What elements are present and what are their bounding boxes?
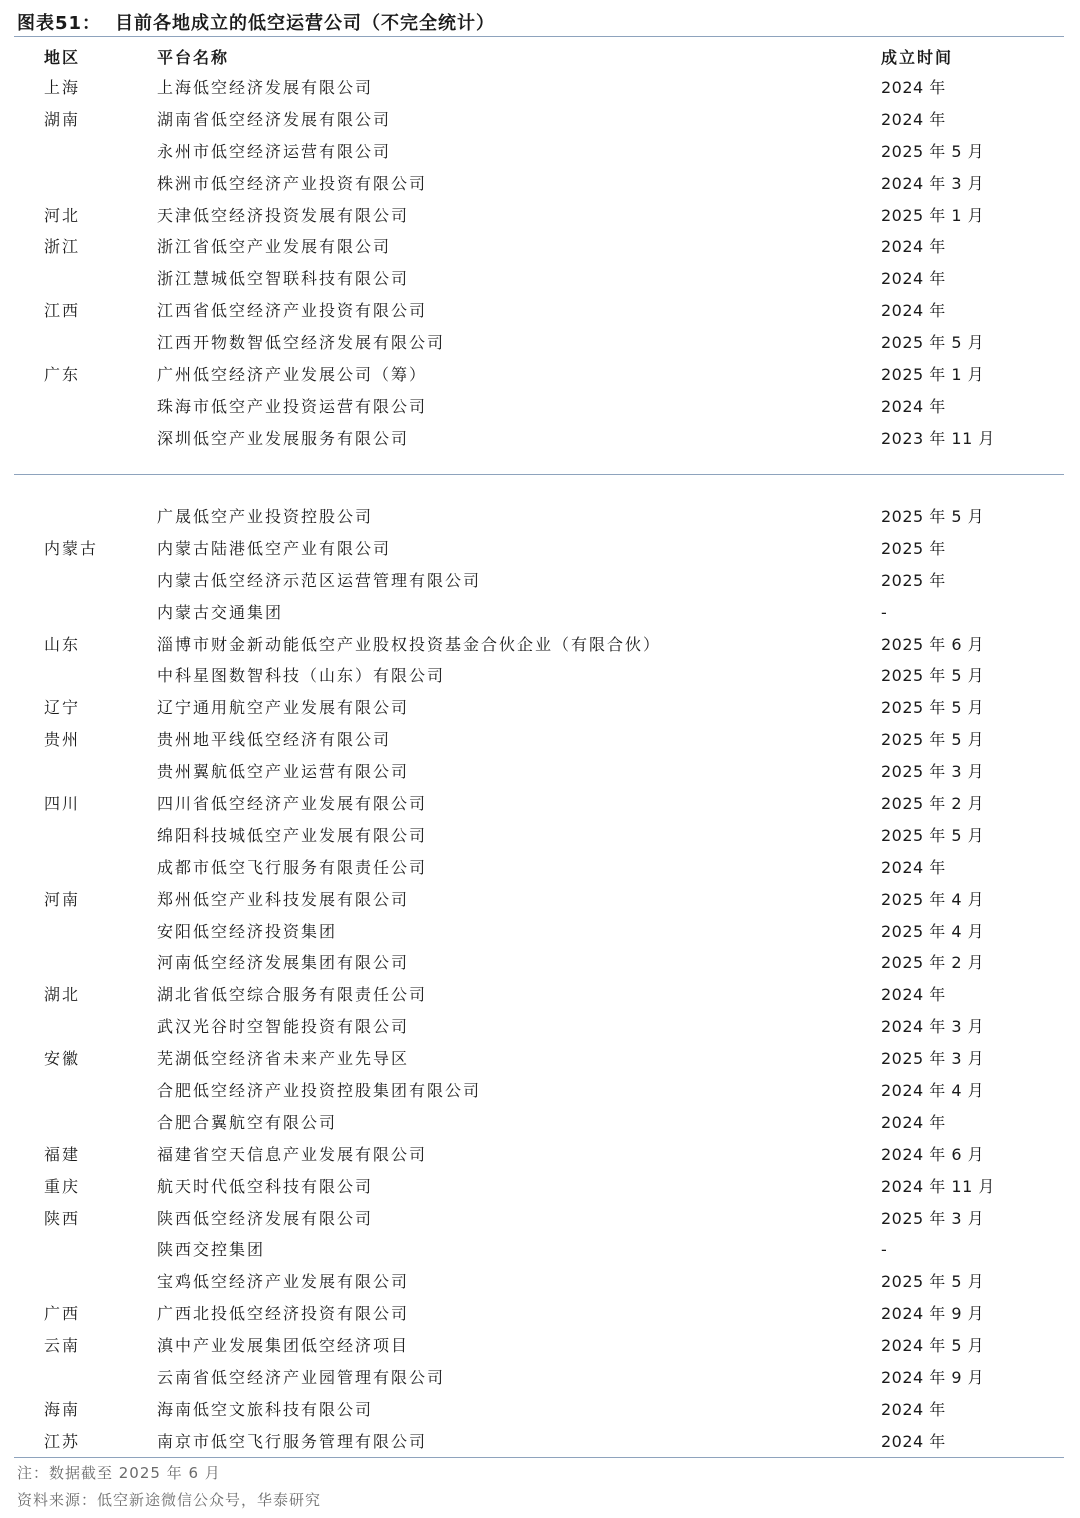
figure-title-text: 目前各地成立的低空运营公司（不完全统计）	[115, 13, 496, 34]
row-established-date: 2025 年 4 月	[881, 889, 985, 909]
row-established-date: 2025 年	[881, 570, 946, 590]
row-established-date: 2024 年	[881, 269, 946, 289]
row-established-date: 2025 年 5 月	[881, 141, 985, 161]
table-row	[0, 327, 1080, 359]
row-company-name: 宝鸡低空经济产业发展有限公司	[157, 1272, 410, 1292]
table-row	[0, 979, 1080, 1011]
table-row	[0, 692, 1080, 724]
table-row	[0, 295, 1080, 327]
row-company-name: 航天时代低空科技有限公司	[157, 1176, 374, 1196]
row-established-date: -	[881, 1240, 888, 1260]
table-row	[0, 724, 1080, 756]
row-established-date: 2024 年	[881, 396, 946, 416]
row-established-date: 2025 年	[881, 538, 946, 558]
table-row	[0, 1075, 1080, 1107]
row-region: 上海	[44, 78, 81, 97]
row-region: 江苏	[44, 1431, 81, 1451]
table-row	[0, 916, 1080, 948]
table-row	[0, 1203, 1080, 1235]
row-company-name: 广西北投低空经济投资有限公司	[157, 1304, 410, 1324]
table-row	[0, 423, 1080, 455]
row-established-date: 2025 年 4 月	[881, 921, 985, 941]
row-established-date: 2025 年 5 月	[881, 825, 985, 845]
table-row	[0, 1298, 1080, 1330]
row-company-name: 内蒙古陆港低空产业有限公司	[157, 538, 392, 558]
row-established-date: 2024 年	[881, 78, 946, 97]
row-company-name: 合肥合翼航空有限公司	[157, 1112, 338, 1132]
row-company-name: 海南低空文旅科技有限公司	[157, 1399, 374, 1419]
row-established-date: 2024 年	[881, 1431, 946, 1451]
row-established-date: 2025 年 1 月	[881, 365, 985, 385]
row-region: 陕西	[44, 1208, 81, 1228]
row-region: 浙江	[44, 237, 81, 257]
row-established-date: 2025 年 5 月	[881, 666, 985, 686]
row-company-name: 永州市低空经济运营有限公司	[157, 141, 392, 161]
table-row	[0, 1266, 1080, 1298]
row-company-name: 陕西交控集团	[157, 1240, 266, 1260]
row-established-date: 2024 年 9 月	[881, 1368, 985, 1388]
table-row	[0, 263, 1080, 295]
row-company-name: 珠海市低空产业投资运营有限公司	[157, 396, 428, 416]
table-row	[0, 231, 1080, 263]
footnote-source: 资料来源：低空新途微信公众号，华泰研究	[17, 1491, 322, 1509]
row-region: 内蒙古	[44, 538, 99, 558]
table-row	[0, 1043, 1080, 1075]
top-rule	[14, 36, 1064, 37]
row-company-name: 浙江慧城低空智联科技有限公司	[157, 269, 410, 289]
table-row	[0, 1426, 1080, 1458]
row-company-name: 广晟低空产业投资控股公司	[157, 507, 374, 526]
footnote-note: 注：数据截至 2025 年 6 月	[17, 1464, 221, 1482]
row-company-name: 湖南省低空经济发展有限公司	[157, 109, 392, 129]
table-row	[0, 200, 1080, 232]
table-row	[0, 136, 1080, 168]
table-row	[0, 756, 1080, 788]
figure-label: 图表51：	[17, 13, 102, 34]
row-region: 福建	[44, 1144, 81, 1164]
row-region: 江西	[44, 301, 81, 321]
row-company-name: 河南低空经济发展集团有限公司	[157, 953, 410, 973]
header-region: 地区	[44, 48, 81, 67]
header-date: 成立时间	[881, 48, 954, 67]
row-company-name: 淄博市财金新动能低空产业股权投资基金合伙企业（有限合伙）	[157, 634, 662, 654]
table-row	[0, 597, 1080, 629]
table-row	[0, 565, 1080, 597]
row-company-name: 内蒙古低空经济示范区运营管理有限公司	[157, 570, 482, 590]
row-company-name: 江西开物数智低空经济发展有限公司	[157, 333, 446, 353]
row-established-date: 2025 年 5 月	[881, 1272, 985, 1292]
row-company-name: 合肥低空经济产业投资控股集团有限公司	[157, 1081, 482, 1101]
row-established-date: 2024 年 6 月	[881, 1144, 985, 1164]
header-name: 平台名称	[157, 48, 230, 67]
table-row	[0, 947, 1080, 979]
row-established-date: 2025 年 5 月	[881, 698, 985, 718]
table-row	[0, 168, 1080, 200]
row-region: 河南	[44, 889, 81, 909]
row-established-date: 2025 年 5 月	[881, 730, 985, 750]
row-company-name: 成都市低空飞行服务有限责任公司	[157, 857, 428, 877]
table-row	[0, 852, 1080, 884]
row-region: 四川	[44, 794, 81, 814]
row-established-date: 2024 年 11 月	[881, 1176, 995, 1196]
row-established-date: 2023 年 11 月	[881, 428, 995, 448]
row-company-name: 贵州翼航低空产业运营有限公司	[157, 762, 410, 782]
row-region: 云南	[44, 1336, 81, 1356]
row-company-name: 江西省低空经济产业投资有限公司	[157, 301, 428, 321]
row-established-date: 2025 年 3 月	[881, 1208, 985, 1228]
page-break-rule	[14, 474, 1064, 475]
row-company-name: 南京市低空飞行服务管理有限公司	[157, 1431, 428, 1451]
row-established-date: 2024 年 3 月	[881, 1017, 985, 1037]
table-row	[0, 72, 1080, 104]
row-company-name: 福建省空天信息产业发展有限公司	[157, 1144, 428, 1164]
row-region: 湖南	[44, 109, 81, 129]
table-row	[0, 359, 1080, 391]
table-row	[0, 1107, 1080, 1139]
row-company-name: 安阳低空经济投资集团	[157, 921, 338, 941]
row-established-date: 2025 年 3 月	[881, 1049, 985, 1069]
row-region: 湖北	[44, 985, 81, 1005]
row-region: 安徽	[44, 1049, 81, 1069]
row-company-name: 武汉光谷时空智能投资有限公司	[157, 1017, 410, 1037]
row-established-date: 2024 年	[881, 109, 946, 129]
row-established-date: -	[881, 602, 888, 622]
row-established-date: 2025 年 3 月	[881, 762, 985, 782]
row-region: 辽宁	[44, 698, 81, 718]
row-company-name: 内蒙古交通集团	[157, 602, 284, 622]
row-established-date: 2025 年 5 月	[881, 333, 985, 353]
row-company-name: 株洲市低空经济产业投资有限公司	[157, 173, 428, 193]
row-established-date: 2024 年	[881, 237, 946, 257]
table-row	[0, 1330, 1080, 1362]
row-established-date: 2025 年 2 月	[881, 794, 985, 814]
table-row	[0, 788, 1080, 820]
row-established-date: 2024 年	[881, 985, 946, 1005]
row-established-date: 2024 年 4 月	[881, 1081, 985, 1101]
table-row	[0, 1362, 1080, 1394]
bottom-rule	[14, 1457, 1064, 1458]
figure-title	[17, 9, 495, 35]
row-company-name: 绵阳科技城低空产业发展有限公司	[157, 825, 428, 845]
row-company-name: 四川省低空经济产业发展有限公司	[157, 794, 428, 814]
table-row	[0, 501, 1080, 533]
row-company-name: 浙江省低空产业发展有限公司	[157, 237, 392, 257]
table-row	[0, 884, 1080, 916]
row-company-name: 贵州地平线低空经济有限公司	[157, 730, 392, 750]
row-region: 贵州	[44, 730, 81, 750]
row-company-name: 中科星图数智科技（山东）有限公司	[157, 666, 446, 686]
row-established-date: 2024 年	[881, 1112, 946, 1132]
row-established-date: 2024 年	[881, 1399, 946, 1419]
row-established-date: 2024 年 9 月	[881, 1304, 985, 1324]
table-row	[0, 533, 1080, 565]
row-established-date: 2024 年	[881, 301, 946, 321]
row-company-name: 云南省低空经济产业园管理有限公司	[157, 1368, 446, 1388]
row-region: 广西	[44, 1304, 81, 1324]
row-company-name: 滇中产业发展集团低空经济项目	[157, 1336, 410, 1356]
row-established-date: 2025 年 1 月	[881, 205, 985, 225]
row-established-date: 2024 年	[881, 857, 946, 877]
table-row	[0, 1394, 1080, 1426]
row-company-name: 深圳低空产业发展服务有限公司	[157, 428, 410, 448]
row-established-date: 2024 年 5 月	[881, 1336, 985, 1356]
row-established-date: 2025 年 2 月	[881, 953, 985, 973]
row-company-name: 上海低空经济发展有限公司	[157, 78, 374, 97]
table-section-1	[0, 72, 1080, 455]
table-row	[0, 1011, 1080, 1043]
row-company-name: 芜湖低空经济省未来产业先导区	[157, 1049, 410, 1069]
table-row	[0, 660, 1080, 692]
row-region: 河北	[44, 205, 81, 225]
row-company-name: 广州低空经济产业发展公司（筹）	[157, 365, 428, 385]
table-row	[0, 820, 1080, 852]
row-region: 重庆	[44, 1176, 81, 1196]
row-established-date: 2024 年 3 月	[881, 173, 985, 193]
table-row	[0, 1234, 1080, 1266]
table-section-2	[0, 501, 1080, 1458]
row-company-name: 陕西低空经济发展有限公司	[157, 1208, 374, 1228]
row-region: 山东	[44, 634, 81, 654]
row-company-name: 郑州低空产业科技发展有限公司	[157, 889, 410, 909]
table-row	[0, 629, 1080, 661]
table-row	[0, 104, 1080, 136]
table-row	[0, 391, 1080, 423]
row-established-date: 2025 年 6 月	[881, 634, 985, 654]
row-company-name: 辽宁通用航空产业发展有限公司	[157, 698, 410, 718]
row-company-name: 天津低空经济投资发展有限公司	[157, 205, 410, 225]
row-company-name: 湖北省低空综合服务有限责任公司	[157, 985, 428, 1005]
row-established-date: 2025 年 5 月	[881, 507, 985, 526]
table-row	[0, 1171, 1080, 1203]
row-region: 广东	[44, 365, 81, 385]
table-row	[0, 1139, 1080, 1171]
row-region: 海南	[44, 1399, 81, 1419]
